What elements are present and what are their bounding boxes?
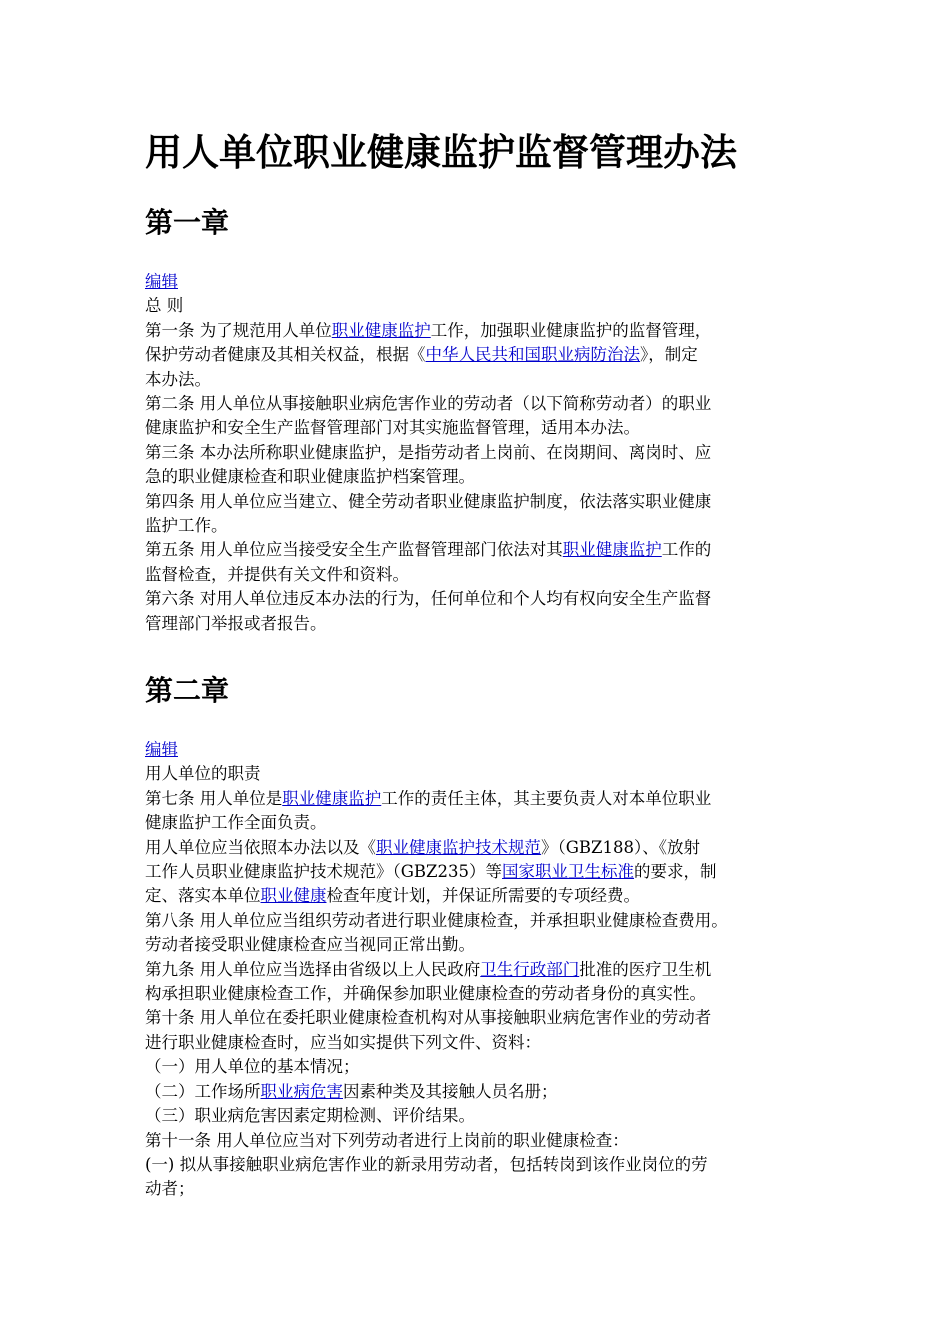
link-occupational-hazard[interactable]: 职业病危害 bbox=[260, 1081, 343, 1101]
article-5-line-1 bbox=[145, 538, 825, 562]
article-2-line-1: 第二条 用人单位从事接触职业病危害作业的劳动者（以下简称劳动者）的职业 bbox=[145, 394, 712, 414]
article-7-line-2: 健康监护工作全面负责。 bbox=[145, 813, 327, 833]
article-11-item-1-line-1: (一) 拟从事接触职业病危害作业的新录用劳动者，包括转岗到该作业岗位的劳 bbox=[145, 1154, 708, 1174]
text-segment: 》，制定 bbox=[640, 345, 698, 365]
text-segment: 第五条 用人单位应当接受安全生产监督管理部门依法对其 bbox=[145, 540, 563, 560]
article-7-line-3 bbox=[145, 836, 825, 860]
link-occupational-disease-law[interactable]: 中华人民共和国职业病防治法 bbox=[425, 345, 640, 365]
article-6-line-2: 管理部门举报或者报告。 bbox=[145, 613, 327, 633]
chapter-2-body bbox=[145, 738, 825, 1202]
document-title: 用人单位职业健康监护监督管理办法 bbox=[145, 131, 737, 174]
article-7-line-4 bbox=[145, 860, 825, 884]
text-segment: 检查年度计划，并保证所需要的专项经费。 bbox=[326, 886, 640, 906]
article-11-line-1: 第十一条 用人单位应当对下列劳动者进行上岗前的职业健康检查： bbox=[145, 1130, 629, 1150]
article-3-line-1: 第三条 本办法所称职业健康监护，是指劳动者上岗前、在岗期间、离岗时、应 bbox=[145, 442, 712, 462]
article-1-line-2 bbox=[145, 343, 825, 367]
text-segment: 工作，加强职业健康监护的监督管理， bbox=[430, 320, 712, 340]
article-9-line-2: 构承担职业健康检查工作，并确保参加职业健康检查的劳动者身份的真实性。 bbox=[145, 984, 706, 1004]
text-segment: 用人单位应当依照本办法以及《 bbox=[145, 837, 376, 857]
article-3-line-2: 急的职业健康检查和职业健康监护档案管理。 bbox=[145, 467, 475, 487]
article-8-line-2: 劳动者接受职业健康检查应当视同正常出勤。 bbox=[145, 935, 475, 955]
article-2-line-2: 健康监护和安全生产监督管理部门对其实施监督管理，适用本办法。 bbox=[145, 418, 640, 438]
article-4-line-2: 监护工作。 bbox=[145, 516, 228, 536]
text-segment: 因素种类及其接触人员名册； bbox=[343, 1081, 558, 1101]
article-8-line-1: 第八条 用人单位应当组织劳动者进行职业健康检查，并承担职业健康检查费用。 bbox=[145, 910, 728, 930]
article-5-line-2: 监督检查，并提供有关文件和资料。 bbox=[145, 564, 409, 584]
article-4-line-1: 第四条 用人单位应当建立、健全劳动者职业健康监护制度，依法落实职业健康 bbox=[145, 491, 712, 511]
text-segment: 第九条 用人单位应当选择由省级以上人民政府 bbox=[145, 959, 481, 979]
text-segment: 的要求，制 bbox=[634, 862, 717, 882]
text-segment: 工作的 bbox=[661, 540, 712, 560]
article-1-line-3: 本办法。 bbox=[145, 369, 211, 389]
link-technical-specification[interactable]: 职业健康监护技术规范 bbox=[376, 837, 541, 857]
text-segment: 》（GBZ188）、《放射 bbox=[541, 837, 701, 857]
text-segment: 保护劳动者健康及其相关权益，根据《 bbox=[145, 345, 426, 365]
chapter-2-subtitle: 用人单位的职责 bbox=[145, 764, 261, 784]
link-health-department[interactable]: 卫生行政部门 bbox=[480, 959, 580, 979]
article-7-line-1 bbox=[145, 787, 825, 811]
text-segment: 定、落实本单位 bbox=[145, 886, 261, 906]
text-segment: 批准的医疗卫生机 bbox=[579, 959, 712, 979]
article-10-line-1: 第十条 用人单位在委托职业健康检查机构对从事接触职业病危害作业的劳动者 bbox=[145, 1008, 712, 1028]
article-10-line-2: 进行职业健康检查时，应当如实提供下列文件、资料： bbox=[145, 1032, 541, 1052]
article-7-line-5 bbox=[145, 884, 825, 908]
chapter-1-body bbox=[145, 270, 825, 636]
text-segment: 第七条 用人单位是 bbox=[145, 788, 283, 808]
article-6-line-1: 第六条 对用人单位违反本办法的行为，任何单位和个人均有权向安全生产监督 bbox=[145, 589, 712, 609]
link-occupational-health-monitoring[interactable]: 职业健康监护 bbox=[282, 788, 382, 808]
text-segment: 工作的责任主体，其主要负责人对本单位职业 bbox=[381, 788, 712, 808]
article-9-line-1 bbox=[145, 958, 825, 982]
text-segment: 工作人员职业健康监护技术规范》（GBZ235）等 bbox=[145, 862, 503, 882]
article-10-item-3: （三）职业病危害因素定期检测、评价结果。 bbox=[145, 1106, 475, 1126]
edit-line bbox=[145, 738, 825, 762]
article-11-item-1-line-2: 动者； bbox=[145, 1179, 195, 1199]
text-segment: （二）工作场所 bbox=[145, 1081, 261, 1101]
link-occupational-health-monitoring[interactable]: 职业健康监护 bbox=[331, 320, 431, 340]
chapter-1-subtitle: 总 则 bbox=[145, 296, 184, 316]
edit-line bbox=[145, 270, 825, 294]
article-10-item-2 bbox=[145, 1080, 825, 1104]
chapter-1-heading: 第一章 bbox=[145, 206, 230, 239]
chapter-2-edit-link[interactable]: 编辑 bbox=[145, 740, 178, 759]
article-1-line-1 bbox=[145, 319, 825, 343]
chapter-2-heading: 第二章 bbox=[145, 674, 230, 707]
link-national-standard[interactable]: 国家职业卫生标准 bbox=[502, 862, 635, 882]
text-segment: 第一条 为了规范用人单位 bbox=[145, 320, 332, 340]
article-10-item-1: （一）用人单位的基本情况； bbox=[145, 1057, 360, 1077]
link-occupational-health-monitoring[interactable]: 职业健康监护 bbox=[562, 540, 662, 560]
link-occupational-health[interactable]: 职业健康 bbox=[260, 886, 327, 906]
chapter-1-edit-link[interactable]: 编辑 bbox=[145, 272, 178, 291]
